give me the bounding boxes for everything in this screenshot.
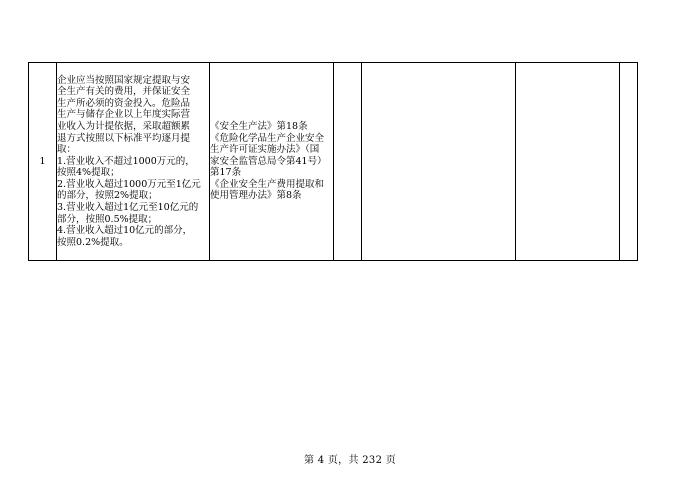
basis-line: 第17条 xyxy=(210,167,242,179)
table-row xyxy=(29,63,638,261)
requirement-line: 退方式按照以下标准平均逐月提 xyxy=(57,132,191,144)
basis-line: 《企业安全生产费用提取和 xyxy=(210,178,325,190)
row-index-cell: 1 xyxy=(29,63,57,261)
basis-line: 使用管理办法》第8条 xyxy=(210,190,302,202)
requirement-line: 2.营业收入超过1000万元至1亿元 xyxy=(57,178,201,190)
basis-line: 生产许可证实施办法》（国 xyxy=(210,144,320,156)
empty-cell xyxy=(334,63,362,261)
basis-line: 《安全生产法》第18条 xyxy=(210,120,308,132)
legal-basis-cell xyxy=(210,63,334,261)
requirement-cell xyxy=(57,63,210,261)
requirement-line: 3.营业收入超过1亿元至10亿元的 xyxy=(57,202,199,214)
requirement-line: 生产所必须的资金投入。危险品 xyxy=(57,97,191,109)
requirement-line: 业收入为计提依据，采取超额累 xyxy=(57,120,191,132)
page-number-footer: 第 4 页，共 232 页 xyxy=(303,455,397,466)
requirement-line: 生产与储存企业以上年度实际营 xyxy=(57,109,191,121)
requirement-line: 按照0.2%提取。 xyxy=(57,236,129,248)
requirement-line: 取： xyxy=(57,144,77,156)
empty-cell xyxy=(362,63,516,261)
requirement-line: 全生产有关的费用，并保证安全 xyxy=(57,86,191,98)
requirement-line: 按照4%提取； xyxy=(57,167,120,179)
requirement-line: 1.营业收入不超过1000万元的， xyxy=(57,155,195,167)
regulation-table xyxy=(28,62,638,261)
basis-line: 《危险化学品生产企业安全 xyxy=(210,132,325,144)
requirement-line: 部分，按照0.5%提取； xyxy=(57,213,158,225)
requirement-line: 企业应当按照国家规定提取与安 xyxy=(57,74,191,86)
requirement-line: 4.营业收入超过10亿元的部分， xyxy=(57,225,193,237)
empty-cell xyxy=(620,63,638,261)
requirement-line: 的部分，按照2%提取； xyxy=(57,190,158,202)
empty-cell xyxy=(516,63,620,261)
basis-line: 家安全监管总局令第41号） xyxy=(210,155,327,167)
